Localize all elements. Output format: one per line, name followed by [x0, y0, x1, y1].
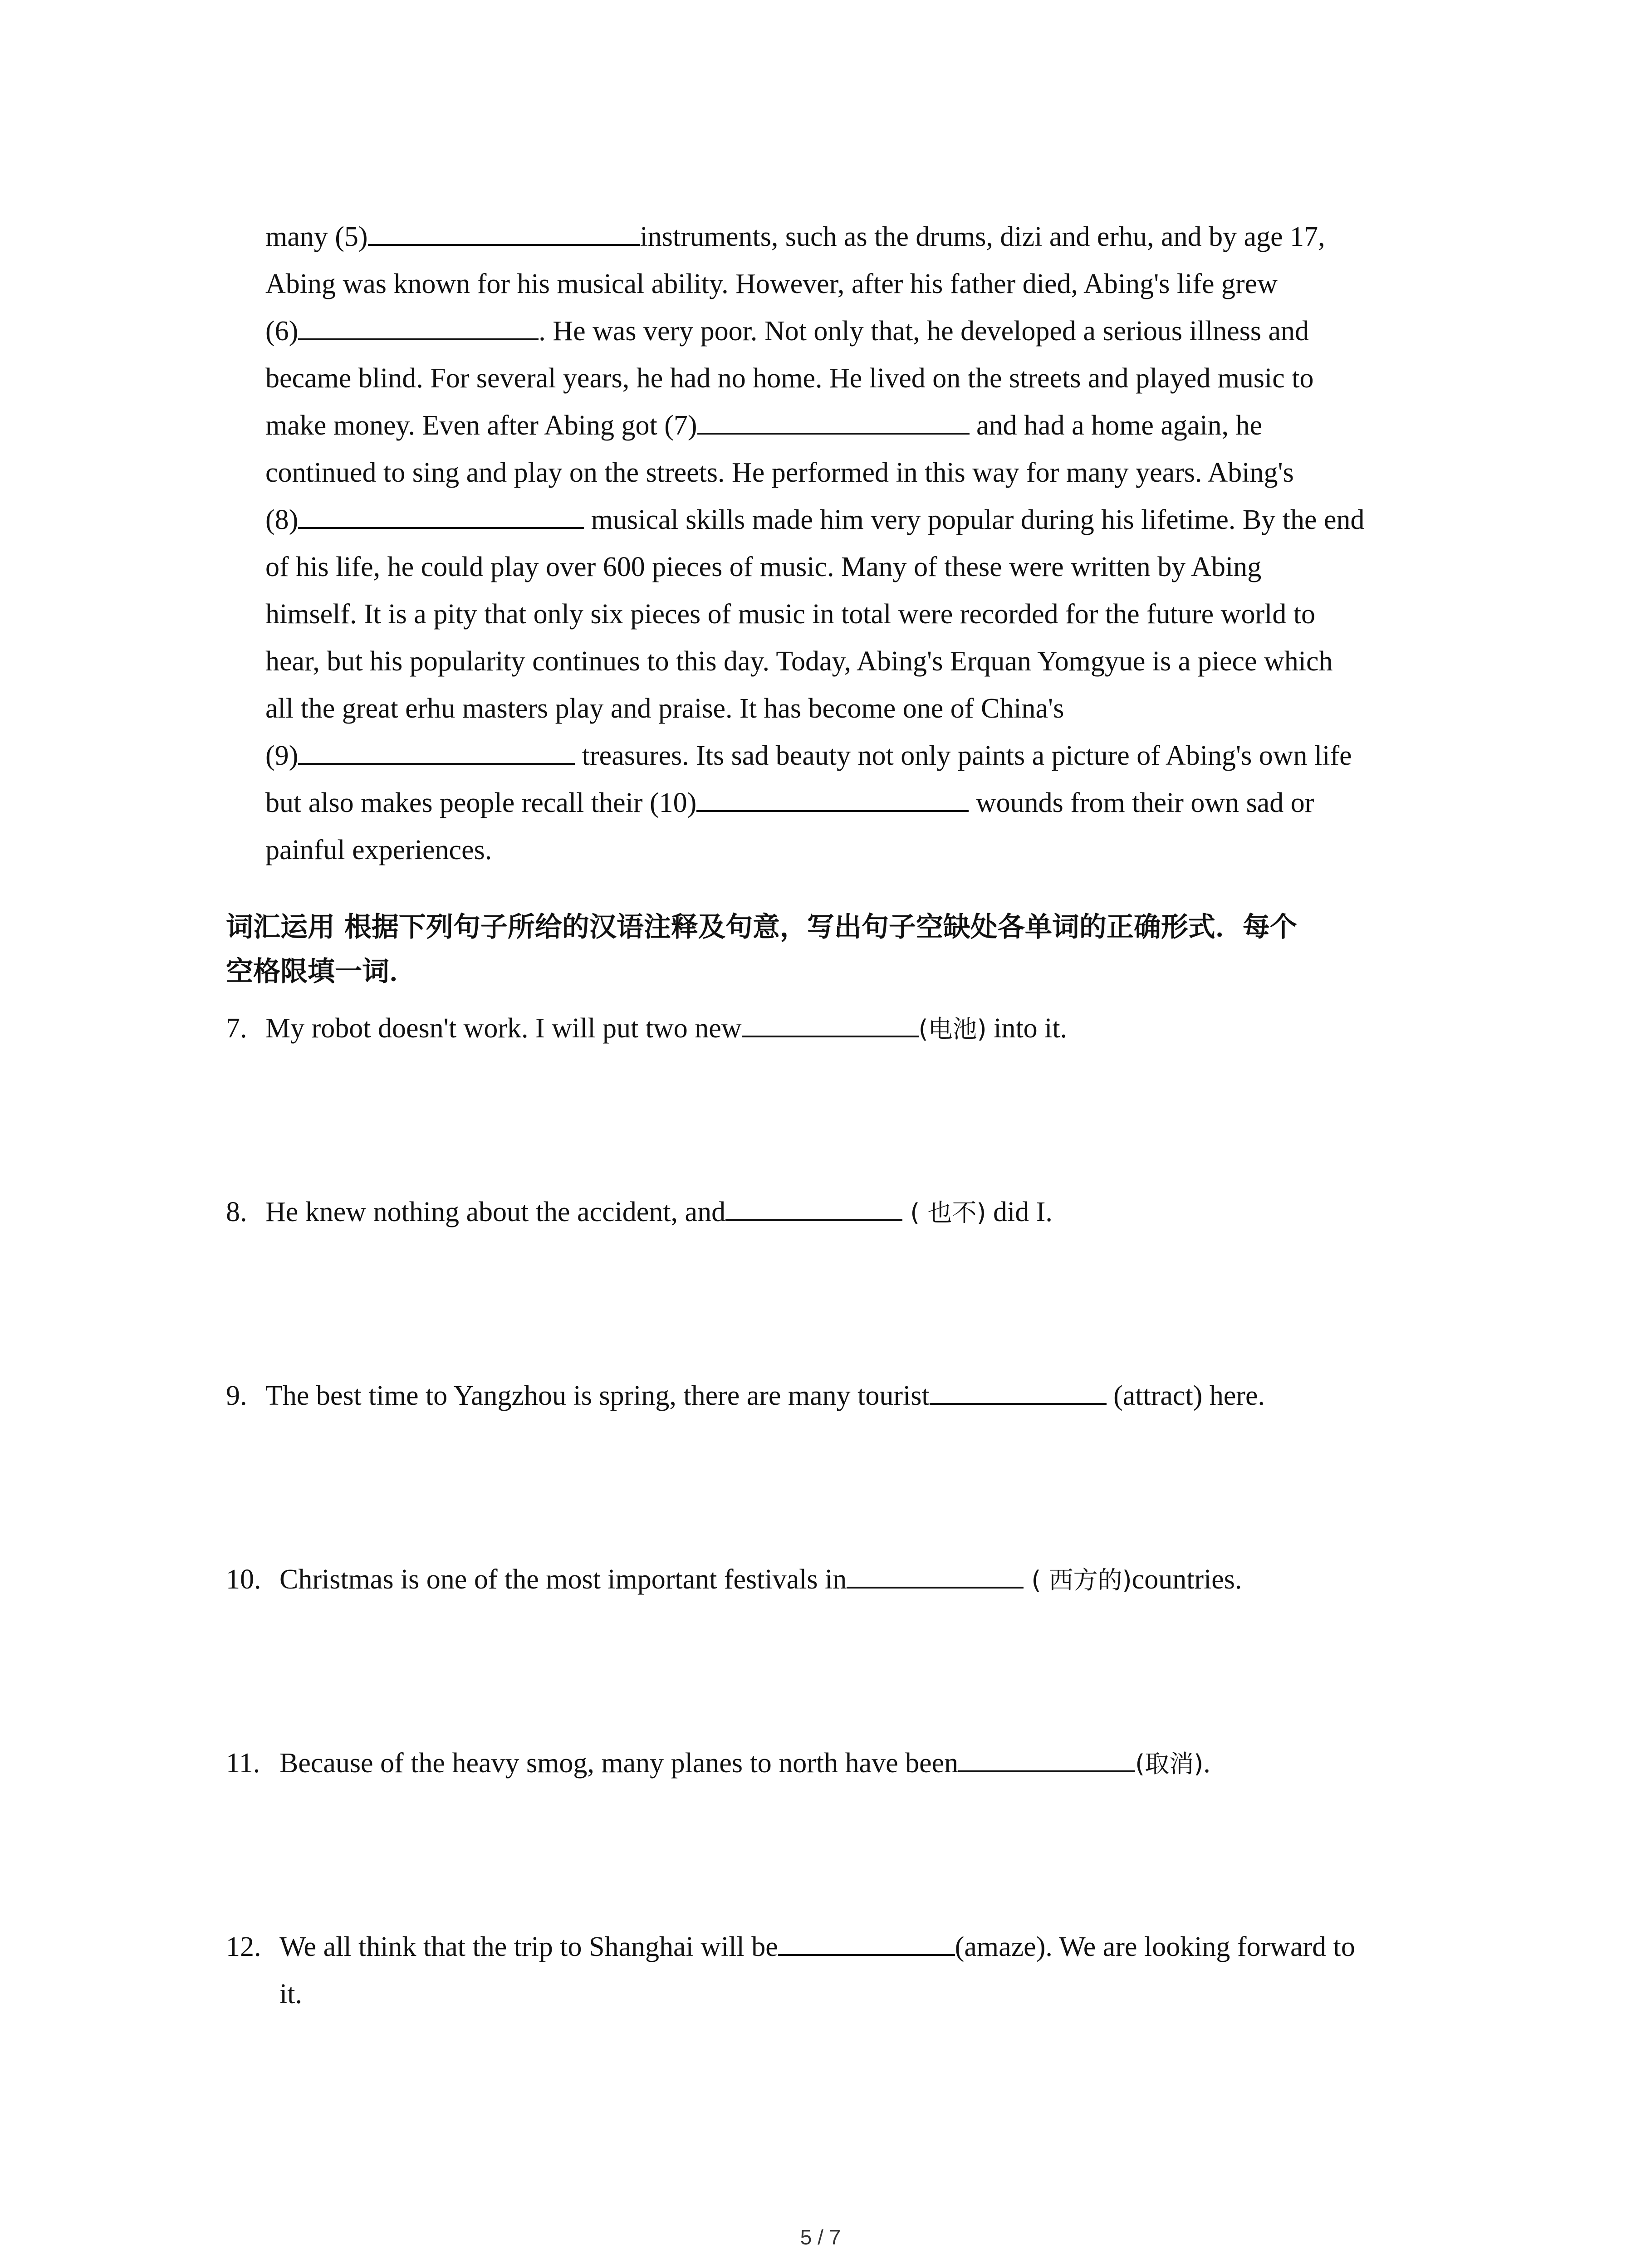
- passage-line: (9) treasures. Its sad beauty not only paints a picture of Abing's own life: [265, 732, 1468, 779]
- passage-line: but also makes people recall their (10) wounds from their own sad or: [265, 779, 1468, 826]
- passage-line: painful experiences.: [265, 835, 492, 865]
- question-number: 8.: [226, 1197, 247, 1227]
- answer-blank-8[interactable]: [298, 502, 584, 529]
- question-12: 12. We all think that the trip to Shanghai will be (amaze). We are looking forward to it.: [226, 1923, 1478, 2018]
- passage-line: make money. Even after Abing got (7) and had a home again, he: [265, 402, 1468, 449]
- section-heading: [226, 905, 1478, 994]
- answer-blank[interactable]: [847, 1561, 1024, 1589]
- answer-blank-9[interactable]: [298, 738, 575, 765]
- answer-blank[interactable]: [778, 1929, 955, 1956]
- question-10: 10. Christmas is one of the most important festivals in ( 西方的)countries.: [226, 1556, 1478, 1604]
- question-11: 11. Because of the heavy smog, many planes to north have been (取消).: [226, 1740, 1478, 1788]
- section-heading-line-2: 空格限填一词．: [226, 956, 416, 987]
- page-number: 5 / 7: [800, 2225, 841, 2249]
- passage-line: hear, but his popularity continues to this day. Today, Abing's Erquan Yomgyue is a piece which: [265, 646, 1333, 677]
- question-7: 7. My robot doesn't work. I will put two new (电池) into it.: [226, 1005, 1478, 1053]
- passage-line: of his life, he could play over 600 pieces of music. Many of these were written by Abing: [265, 552, 1262, 582]
- answer-blank[interactable]: [725, 1194, 902, 1221]
- question-number: 11.: [226, 1748, 260, 1779]
- question-number: 7.: [226, 1013, 247, 1044]
- question-8: 8. He knew nothing about the accident, and ( 也不) did I.: [226, 1188, 1478, 1237]
- section-heading-line-1: 词汇运用 根据下列句子所给的汉语注释及句意，写出句子空缺处各单词的正确形式．每个: [226, 911, 1297, 943]
- passage-line: many (5) instruments, such as the drums, dizi and erhu, and by age 17,: [265, 213, 1468, 260]
- passage-line: (6) . He was very poor. Not only that, he developed a serious illness and: [265, 308, 1468, 355]
- passage-line: Abing was known for his musical ability. However, after his father died, Abing's life grew: [265, 269, 1278, 299]
- question-continuation: it.: [279, 1979, 302, 2009]
- question-number: 12.: [226, 1931, 261, 1962]
- question-number: 10.: [226, 1564, 261, 1595]
- answer-blank[interactable]: [930, 1378, 1107, 1405]
- passage-line: continued to sing and play on the streets. He performed in this way for many years. Abing's: [265, 457, 1294, 488]
- answer-blank-5[interactable]: [368, 219, 640, 246]
- passage-line: (8) musical skills made him very popular during his lifetime. By the end: [265, 496, 1468, 543]
- passage-line: all the great erhu masters play and praise. It has become one of China's: [265, 693, 1064, 724]
- passage-line: became blind. For several years, he had no home. He lived on the streets and played music to: [265, 363, 1314, 394]
- answer-blank-6[interactable]: [298, 313, 539, 340]
- answer-blank[interactable]: [742, 1010, 919, 1037]
- answer-blank-7[interactable]: [697, 407, 970, 435]
- reading-passage: [265, 213, 1468, 874]
- question-number: 9.: [226, 1380, 247, 1411]
- answer-blank[interactable]: [958, 1745, 1135, 1772]
- answer-blank-10[interactable]: [696, 785, 969, 812]
- question-9: 9. The best time to Yangzhou is spring, there are many tourist (attract) here.: [226, 1372, 1478, 1419]
- passage-line: himself. It is a pity that only six pieces of music in total were recorded for the future world to: [265, 599, 1316, 630]
